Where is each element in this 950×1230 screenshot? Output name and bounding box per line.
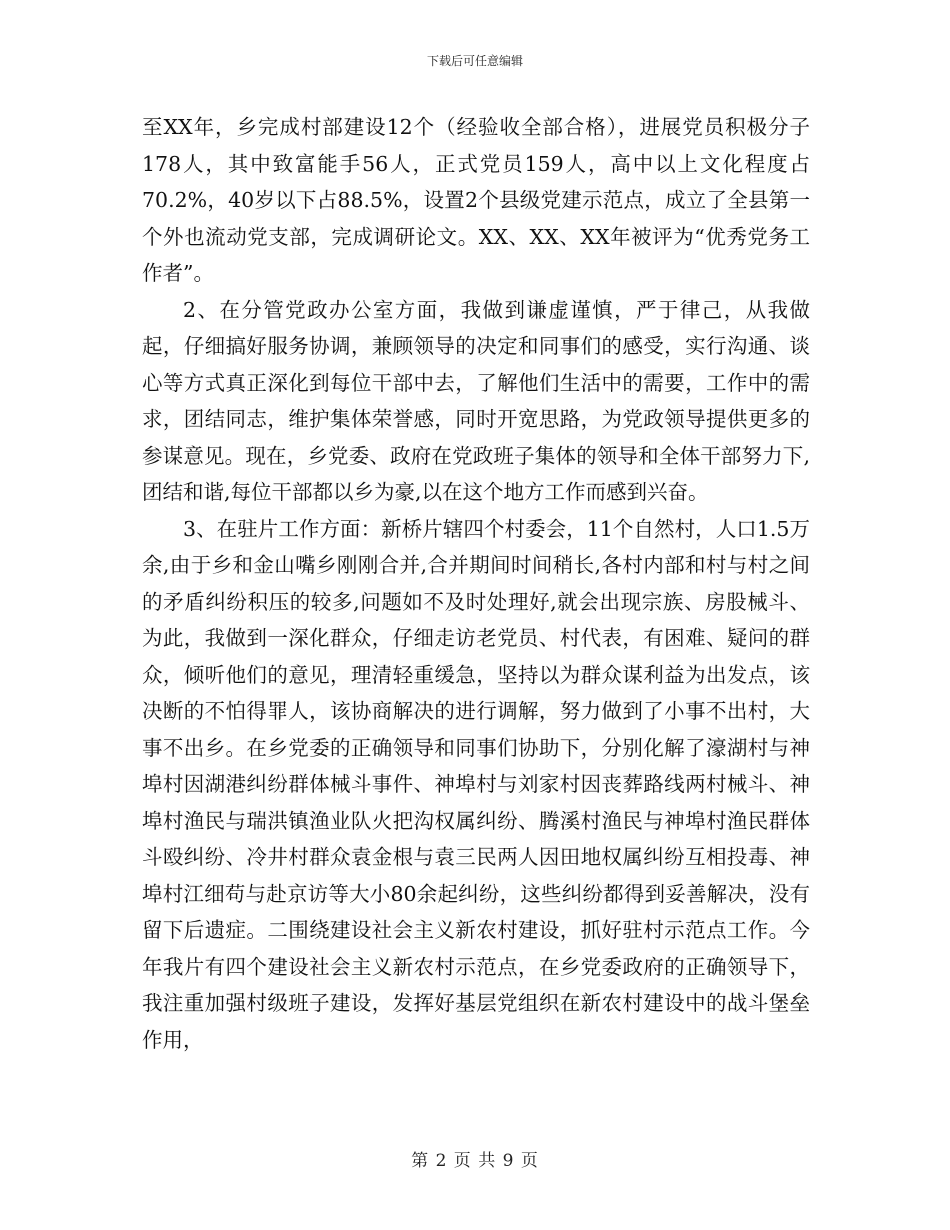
document-body [142, 109, 810, 1058]
paragraph-3: 3、在驻片工作方面：新桥片辖四个村委会，11个自然村，人口1.5万余,由于乡和金山嘴乡刚刚合并,合并期间时间稍长,各村内部和村与村之间的矛盾纠纷积压的较多,问题如不及时处理好,就会出现宗族、房股械斗、为此，我做到一深化群众，仔细走访老党员、村代表，有困难、疑问的群众，倾听他们的意见，理清轻重缓急，坚持以为群众谋利益为出发点，该决断的不怕得罪人，该协商解决的进行调解，努力做到了小事不出村，大事不出乡。在乡党委的正确领导和同事们协助下，分别化解了濠湖村与神埠村因湖港纠纷群体械斗事件、神埠村与刘家村因丧葬路线两村械斗、神埠村渔民与瑞洪镇渔业队火把沟权属纠纷、腾溪村渔民与神埠村渔民群体斗殴纠纷、冷井村群众袁金根与袁三民两人因田地权属纠纷互相投毒、神埠村江细苟与赴京访等大小80余起纠纷，这些纠纷都得到妥善解决，没有留下后遗症。二围绕建设社会主义新农村建设，抓好驻村示范点工作。今年我片有四个建设社会主义新农村示范点，在乡党委政府的正确领导下，我注重加强村级班子建设，发挥好基层党组织在新农村建设中的战斗堡垒作用， [142, 516, 810, 1052]
paragraph-1: 至XX年，乡完成村部建设12个（经验收全部合格），进展党员积极分子178人，其中致富能手56人，正式党员159人，高中以上文化程度占70.2%，40岁以下占88.5%，设置2个县级党建示范点，成立了全县第一个外也流动党支部，完成调研论文。XX、XX、XX年被评为“优秀党务工作者”。 [142, 115, 810, 285]
page-number-footer: 第 2 页 共 9 页 [411, 1151, 539, 1171]
page-header: 下载后可任意编辑 [426, 54, 523, 68]
paragraph-2: 2、在分管党政办公室方面，我做到谦虚谨慎，严于律己，从我做起，仔细搞好服务协调，兼顾领导的决定和同事们的感受，实行沟通、谈心等方式真正深化到每位干部中去，了解他们生活中的需要，工作中的需求，团结同志，维护集体荣誉感，同时开宽思路，为党政领导提供更多的参谋意见。现在，乡党委、政府在党政班子集体的领导和全体干部努力下,团结和谐,每位干部都以乡为豪,以在这个地方工作而感到兴奋。 [142, 297, 810, 504]
